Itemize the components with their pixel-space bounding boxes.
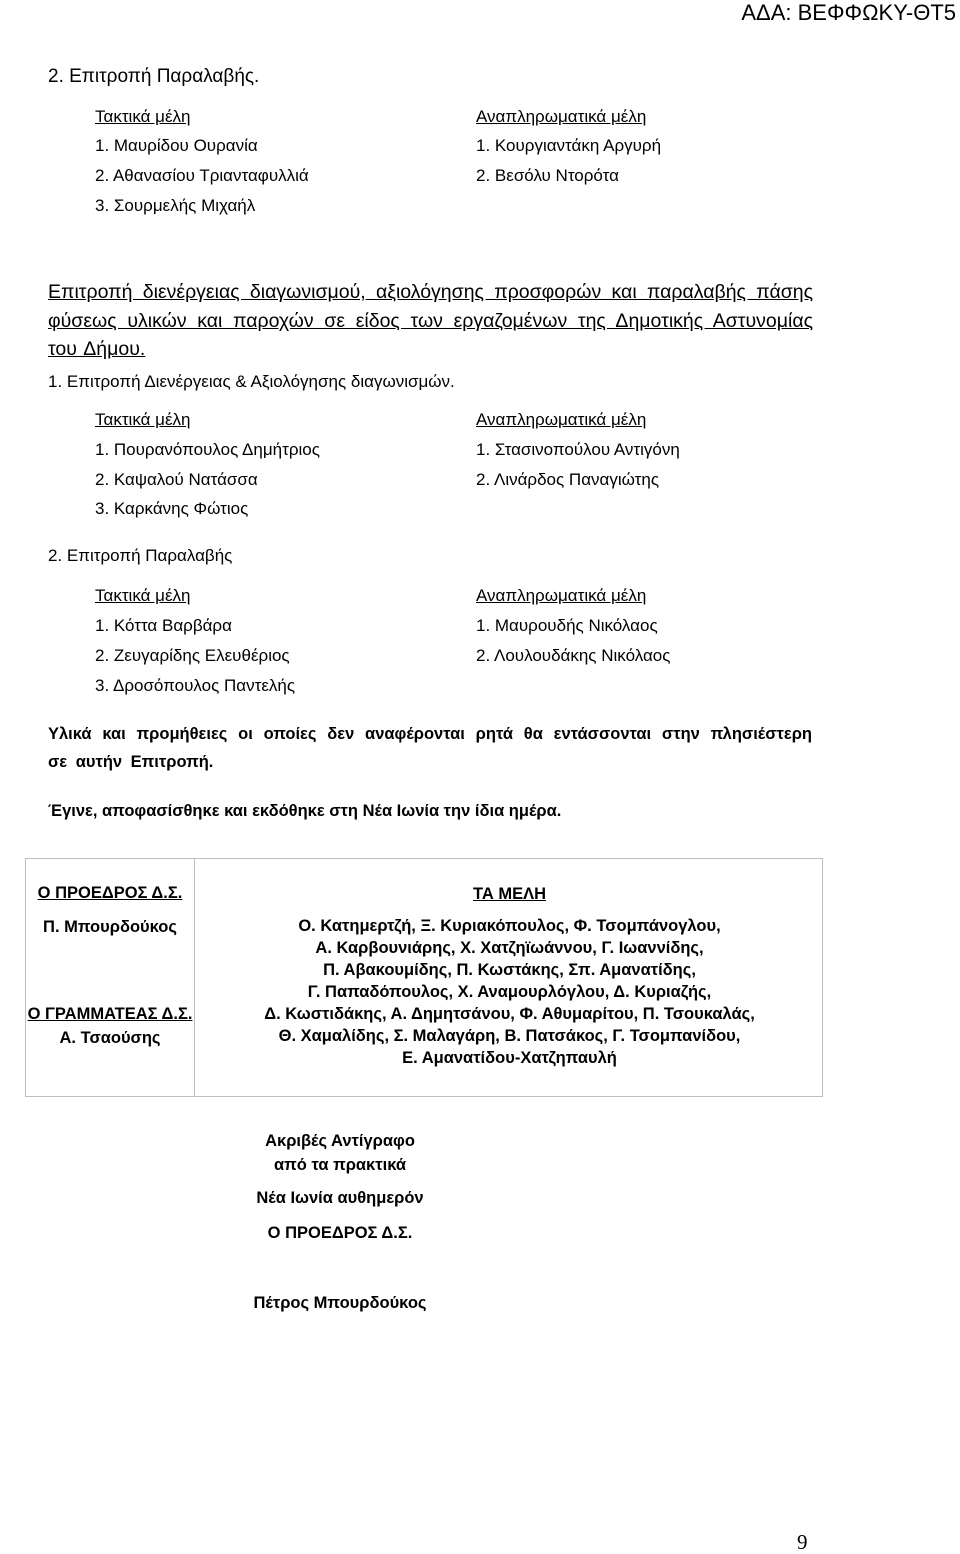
members-line: Θ. Χαμαλίδης, Σ. Μαλαγάρη, Β. Πατσάκος, Γ. Τσομπανίδου, xyxy=(278,1027,741,1045)
members-line: Α. Καρβουνιάρης, Χ. Χατζηϊωάννου, Γ. Ιωαννίδης, xyxy=(315,939,704,957)
committee-heading: Επιτροπή διενέργειας διαγωνισμού, αξιολόγησης προσφορών και παραλαβής πάσης φύσεως υλικών και παροχών σε είδος των εργαζομένων της Δημοτικής Αστυνομίας του Δήμου. xyxy=(48,281,813,360)
subsection-title: 2. Επιτροπή Παραλαβής xyxy=(48,546,233,565)
regular-member: 2. Αθανασίου Τριανταφυλλιά xyxy=(95,166,309,185)
certification-line: Ακριβές Αντίγραφο xyxy=(265,1132,415,1150)
secretary-name: Α. Τσαούσης xyxy=(59,1029,161,1047)
secretary-title: Ο ΓΡΑΜΜΑΤΕΑΣ Δ.Σ. xyxy=(27,1005,193,1023)
alternate-member: 1. Μαυρουδής Νικόλαος xyxy=(476,616,658,635)
alternate-member: 2. Βεσόλυ Ντορότα xyxy=(476,166,619,185)
alternate-member: 2. Λινάρδος Παναγιώτης xyxy=(476,470,660,489)
regular-member: 1. Πουρανόπουλος Δημήτριος xyxy=(95,440,320,459)
members-list xyxy=(195,915,824,1069)
signatures-table xyxy=(25,858,823,1097)
closing-statement: Έγινε, αποφασίσθηκε και εκδόθηκε στη Νέα Ιωνία την ίδια ημέρα. xyxy=(48,802,562,820)
members-line: Ο. Κατημερτζή, Ξ. Κυριακόπουλος, Φ. Τσομπάνογλου, xyxy=(298,917,721,935)
regular-member: 1. Μαυρίδου Ουρανία xyxy=(95,136,258,155)
alternate-member: 1. Στασινοπούλου Αντιγόνη xyxy=(476,440,680,459)
subsection-title: 1. Επιτροπή Διενέργειας & Αξιολόγησης διαγωνισμών. xyxy=(48,372,455,391)
note-paragraph: Υλικά και προμήθειες οι οποίες δεν αναφέρονται ρητά θα εντάσσονται στην πλησιέστερη σε αυτήν Επιτροπή. xyxy=(48,725,812,771)
page-number: 9 xyxy=(797,1530,808,1554)
alternate-member: 1. Κουργιαντάκη Αργυρή xyxy=(476,136,662,155)
regular-member: 3. Δροσόπουλος Παντελής xyxy=(95,676,296,695)
regular-member: 2. Ζευγαρίδης Ελευθέριος xyxy=(95,646,290,665)
members-line: Γ. Παπαδόπουλος, Χ. Αναμουρλόγλου, Δ. Κυριαζής, xyxy=(307,983,712,1001)
certification-signer: Πέτρος Μπουρδούκος xyxy=(253,1294,427,1312)
regular-member: 1. Κόττα Βαρβάρα xyxy=(95,616,232,635)
president-title: Ο ΠΡΟΕΔΡΟΣ Δ.Σ. xyxy=(37,884,183,902)
members-line: Ε. Αμανατίδου-Χατζηπαυλή xyxy=(402,1049,617,1067)
ada-code: ΑΔΑ: ΒΕΦΦΩΚΥ-ΘΤ5 xyxy=(741,0,956,25)
members-line: Π. Αβακουμίδης, Π. Κωστάκης, Σπ. Αμανατίδης, xyxy=(323,961,696,979)
regular-members-label: Τακτικά μέλη xyxy=(95,586,191,605)
alternate-member: 2. Λουλουδάκης Νικόλαος xyxy=(476,646,671,665)
section-title: 2. Επιτροπή Παραλαβής. xyxy=(48,66,260,87)
members-title: ΤΑ ΜΕΛΗ xyxy=(472,885,547,903)
regular-members-label: Τακτικά μέλη xyxy=(95,107,191,126)
certification-title: Ο ΠΡΟΕΔΡΟΣ Δ.Σ. xyxy=(267,1224,413,1242)
members-line: Δ. Κωστιδάκης, Α. Δημητσάνου, Φ. Αθυμαρίτου, Π. Τσουκαλάς, xyxy=(264,1005,755,1023)
president-name: Π. Μπουρδούκος xyxy=(43,918,177,936)
alternate-members-label: Αναπληρωματικά μέλη xyxy=(476,107,647,126)
regular-member: 3. Καρκάνης Φώτιος xyxy=(95,499,249,518)
certification-line: από τα πρακτικά xyxy=(274,1156,406,1174)
regular-member: 2. Καψαλού Νατάσσα xyxy=(95,470,258,489)
alternate-members-label: Αναπληρωματικά μέλη xyxy=(476,586,647,605)
regular-members-label: Τακτικά μέλη xyxy=(95,410,191,429)
certification-location: Νέα Ιωνία αυθημερόν xyxy=(256,1189,424,1207)
alternate-members-label: Αναπληρωματικά μέλη xyxy=(476,410,647,429)
regular-member: 3. Σουρμελής Μιχαήλ xyxy=(95,196,256,215)
